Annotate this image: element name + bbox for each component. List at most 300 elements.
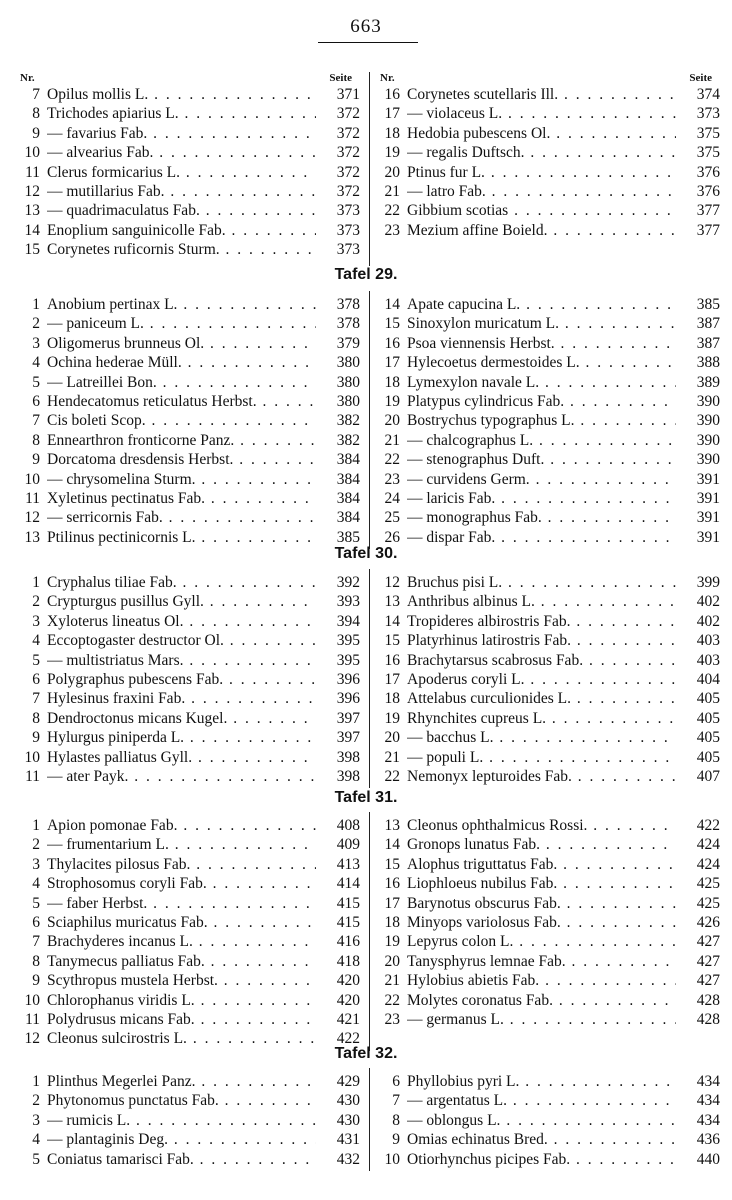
index-entry <box>18 991 360 1010</box>
seite-label: Seite <box>689 72 712 84</box>
entry-number: 14 <box>384 836 400 854</box>
index-entry <box>18 952 360 971</box>
index-entry <box>18 932 360 951</box>
species-name: Liophloeus nubilus Fab. . . . <box>407 874 676 893</box>
entry-number: 14 <box>384 296 400 313</box>
right-column <box>378 1072 720 1169</box>
left-column <box>18 816 360 1049</box>
nr-label: Nr. <box>20 72 35 84</box>
index-entry <box>378 1111 720 1130</box>
page-reference: 409 <box>320 835 360 854</box>
page-reference: 393 <box>320 592 360 611</box>
species-name: Rhynchites cupreus L. . . . <box>407 709 676 728</box>
entry-number: 15 <box>384 632 400 650</box>
entry-number: 10 <box>24 991 40 1009</box>
species-name: Polydrusus micans Fab. . . . <box>47 1010 316 1029</box>
species-name: Apion pomonae Fab. . . . <box>47 816 316 835</box>
entry-number: 6 <box>32 670 40 688</box>
column-header <box>18 72 360 85</box>
species-name: Corynetes scutellaris Ill. . . . <box>407 85 676 104</box>
entry-number: 18 <box>384 913 400 931</box>
index-entry <box>18 1111 360 1130</box>
entry-number: 20 <box>384 163 400 181</box>
entry-number: 9 <box>32 972 40 990</box>
page-reference: 425 <box>680 894 720 913</box>
page-reference: 415 <box>320 894 360 913</box>
entry-number: 15 <box>384 315 400 333</box>
species-name: — frumentarium L. . . . <box>47 835 316 854</box>
entry-number: 21 <box>384 431 400 449</box>
index-entry <box>378 689 720 708</box>
species-name: Opilus mollis L. . . . <box>47 85 316 104</box>
column-header <box>378 72 720 85</box>
species-name: Plinthus Megerlei Panz. . . . <box>47 1072 316 1091</box>
species-name: — mutillarius Fab. . . . <box>47 182 316 201</box>
species-name: Nemonyx lepturoides Fab. . . . <box>407 767 676 786</box>
species-name: Hylecoetus dermestoides L. . . . <box>407 353 676 372</box>
entry-number: 21 <box>384 748 400 766</box>
index-entry <box>378 392 720 411</box>
index-entry <box>18 612 360 631</box>
species-name: — bacchus L. . . . <box>407 728 676 747</box>
index-entry <box>378 855 720 874</box>
index-entry <box>18 894 360 913</box>
species-name: Otiorhynchus picipes Fab. . . . <box>407 1150 676 1169</box>
page-reference: 422 <box>320 1029 360 1048</box>
page-reference: 396 <box>320 670 360 689</box>
page-reference: 436 <box>680 1130 720 1149</box>
entry-number: 14 <box>384 612 400 630</box>
left-column <box>18 295 360 547</box>
index-entry <box>378 431 720 450</box>
index-entry <box>378 631 720 650</box>
page-reference: 378 <box>320 295 360 314</box>
entry-number: 7 <box>32 690 40 708</box>
index-entry <box>378 201 720 220</box>
page-reference: 426 <box>680 913 720 932</box>
page-reference: 382 <box>320 411 360 430</box>
page-reference: 431 <box>320 1130 360 1149</box>
page-reference: 372 <box>320 182 360 201</box>
species-name: — regalis Duftsch. . . . <box>407 143 676 162</box>
entry-number: 9 <box>392 1131 400 1149</box>
species-name: Clerus formicarius L. . . . <box>47 163 316 182</box>
page-reference: 388 <box>680 353 720 372</box>
entry-number: 12 <box>384 574 400 591</box>
species-name: — rumicis L. . . . <box>47 1111 316 1130</box>
page-reference: 372 <box>320 143 360 162</box>
index-entry <box>18 689 360 708</box>
page-reference: 405 <box>680 689 720 708</box>
index-entry <box>18 104 360 123</box>
species-name: Oligomerus brunneus Ol. . . . <box>47 334 316 353</box>
species-name: — argentatus L. . . . <box>407 1091 676 1110</box>
page-reference: 373 <box>680 104 720 123</box>
index-entry <box>18 670 360 689</box>
entry-number: 6 <box>32 913 40 931</box>
index-entry <box>18 221 360 240</box>
page-reference: 394 <box>320 612 360 631</box>
index-entry <box>378 932 720 951</box>
index-entry <box>378 163 720 182</box>
page-reference: 390 <box>680 392 720 411</box>
index-entry <box>378 913 720 932</box>
species-name: Ptinus fur L. . . . <box>407 163 676 182</box>
species-name: Brachyderes incanus L. . . . <box>47 932 316 951</box>
species-name: Ochina hederae Müll. . . . <box>47 353 316 372</box>
seite-label: Seite <box>329 72 352 84</box>
species-name: Tanymecus palliatus Fab. . . . <box>47 952 316 971</box>
page-reference: 440 <box>680 1150 720 1169</box>
page-reference: 395 <box>320 631 360 650</box>
index-entry <box>18 240 360 259</box>
page-reference: 414 <box>320 874 360 893</box>
entry-number: 10 <box>24 470 40 488</box>
species-name: Corynetes ruficornis Sturm. . . . <box>47 240 316 259</box>
index-entry <box>378 295 720 314</box>
species-name: — quadrimaculatus Fab. . . . <box>47 201 316 220</box>
left-column <box>18 1072 360 1169</box>
page-reference: 404 <box>680 670 720 689</box>
index-entry <box>378 816 720 835</box>
page-reference: 376 <box>680 163 720 182</box>
index-entry <box>18 728 360 747</box>
entry-number: 7 <box>32 412 40 430</box>
page-reference: 384 <box>320 470 360 489</box>
index-entry <box>378 971 720 990</box>
plate-heading: Tafel 30. <box>334 545 398 562</box>
species-name: Lymexylon navale L. . . . <box>407 373 676 392</box>
page-reference: 384 <box>320 450 360 469</box>
index-entry <box>18 314 360 333</box>
species-name: Chlorophanus viridis L. . . . <box>47 991 316 1010</box>
page-reference: 384 <box>320 489 360 508</box>
index-entry <box>18 392 360 411</box>
page-reference: 395 <box>320 651 360 670</box>
page-reference: 416 <box>320 932 360 951</box>
page-reference: 427 <box>680 952 720 971</box>
page-reference: 391 <box>680 470 720 489</box>
page-reference: 407 <box>680 767 720 786</box>
entry-number: 3 <box>32 855 40 873</box>
page-reference: 405 <box>680 748 720 767</box>
index-entry <box>18 143 360 162</box>
entry-number: 19 <box>384 709 400 727</box>
index-entry <box>378 104 720 123</box>
entry-number: 18 <box>384 690 400 708</box>
index-entry <box>18 816 360 835</box>
entry-number: 11 <box>25 489 40 507</box>
entry-number: 9 <box>32 124 40 142</box>
entry-number: 13 <box>384 817 400 834</box>
entry-number: 22 <box>384 202 400 220</box>
entry-number: 6 <box>392 1073 400 1090</box>
entry-number: 16 <box>384 86 400 103</box>
species-name: Gibbium scotias . . . <box>407 201 676 220</box>
species-name: Coniatus tamarisci Fab. . . . <box>47 1150 316 1169</box>
index-entry <box>378 894 720 913</box>
page-reference: 415 <box>320 913 360 932</box>
species-name: Anobium pertinax L. . . . <box>47 295 316 314</box>
page-reference: 376 <box>680 182 720 201</box>
species-name: — chalcographus L. . . . <box>407 431 676 450</box>
species-name: Alophus triguttatus Fab. . . . <box>407 855 676 874</box>
species-name: — alvearius Fab. . . . <box>47 143 316 162</box>
species-name: — favarius Fab. . . . <box>47 124 316 143</box>
page-reference: 374 <box>680 85 720 104</box>
species-name: Cleonus sulcirostris L. . . . <box>47 1029 316 1048</box>
page-reference: 422 <box>680 816 720 835</box>
species-name: Hedobia pubescens Ol. . . . <box>407 124 676 143</box>
index-entry <box>378 592 720 611</box>
index-entry <box>18 508 360 527</box>
species-name: Tanysphyrus lemnae Fab. . . . <box>407 952 676 971</box>
species-name: Attelabus curculionides L. . . . <box>407 689 676 708</box>
entry-number: 19 <box>384 933 400 951</box>
page-reference: 372 <box>320 163 360 182</box>
index-entry <box>378 124 720 143</box>
page-reference: 397 <box>320 709 360 728</box>
page-reference: 434 <box>680 1091 720 1110</box>
page-reference: 424 <box>680 855 720 874</box>
index-entry <box>18 470 360 489</box>
species-name: — ater Payk. . . . <box>47 767 316 786</box>
entry-number: 23 <box>384 470 400 488</box>
entry-number: 8 <box>32 105 40 123</box>
entry-number: 8 <box>32 952 40 970</box>
page-reference: 405 <box>680 709 720 728</box>
species-name: Polygraphus pubescens Fab. . . . <box>47 670 316 689</box>
index-entry <box>18 450 360 469</box>
page-reference: 385 <box>320 528 360 547</box>
entry-number: 10 <box>24 144 40 162</box>
page-reference: 402 <box>680 592 720 611</box>
species-name: Apoderus coryli L. . . . <box>407 670 676 689</box>
entry-number: 13 <box>384 593 400 611</box>
index-entry <box>18 709 360 728</box>
entry-number: 7 <box>32 933 40 951</box>
page-reference: 387 <box>680 314 720 333</box>
index-entry <box>378 1150 720 1169</box>
species-name: Sciaphilus muricatus Fab. . . . <box>47 913 316 932</box>
species-name: Phyllobius pyri L. . . . <box>407 1072 676 1091</box>
species-name: Trichodes apiarius L. . . . <box>47 104 316 123</box>
page-reference: 385 <box>680 295 720 314</box>
nr-label: Nr. <box>380 72 395 84</box>
species-name: Hylesinus fraxini Fab. . . . <box>47 689 316 708</box>
page-reference: 428 <box>680 1010 720 1029</box>
index-entry <box>378 612 720 631</box>
entry-number: 2 <box>32 593 40 611</box>
species-name: Phytonomus punctatus Fab. . . . <box>47 1091 316 1110</box>
entry-number: 2 <box>32 1092 40 1110</box>
entry-number: 23 <box>384 1010 400 1028</box>
species-name: Bostrychus typographus L. . . . <box>407 411 676 430</box>
species-name: — oblongus L. . . . <box>407 1111 676 1130</box>
index-entry <box>378 411 720 430</box>
page-reference: 391 <box>680 508 720 527</box>
left-column <box>18 72 360 260</box>
page-reference: 372 <box>320 124 360 143</box>
entry-number: 7 <box>32 86 40 103</box>
species-name: Bruchus pisi L. . . . <box>407 573 676 592</box>
index-entry <box>18 295 360 314</box>
page-reference: 387 <box>680 334 720 353</box>
page-reference: 384 <box>320 508 360 527</box>
species-name: Gronops lunatus Fab. . . . <box>407 835 676 854</box>
species-name: Platyrhinus latirostris Fab. . . . <box>407 631 676 650</box>
index-entry <box>378 728 720 747</box>
species-name: — laricis Fab. . . . <box>407 489 676 508</box>
index-entry <box>18 1091 360 1110</box>
species-name: Cryphalus tiliae Fab. . . . <box>47 573 316 592</box>
page-reference: 380 <box>320 373 360 392</box>
page-reference: 396 <box>320 689 360 708</box>
page-reference: 424 <box>680 835 720 854</box>
index-entry <box>18 1010 360 1029</box>
page-reference: 392 <box>320 573 360 592</box>
species-name: Mezium affine Boield. . . . <box>407 221 676 240</box>
entry-number: 7 <box>392 1092 400 1110</box>
entry-number: 4 <box>32 632 40 650</box>
entry-number: 4 <box>32 354 40 372</box>
page-reference: 380 <box>320 353 360 372</box>
page-reference: 377 <box>680 221 720 240</box>
page-reference: 379 <box>320 334 360 353</box>
species-name: Anthribus albinus L. . . . <box>407 592 676 611</box>
species-name: Hylurgus piniperda L. . . . <box>47 728 316 747</box>
index-entry <box>18 431 360 450</box>
column-divider <box>369 72 370 266</box>
species-name: — curvidens Germ. . . . <box>407 470 676 489</box>
entry-number: 11 <box>25 163 40 181</box>
index-entry <box>18 573 360 592</box>
index-entry <box>378 874 720 893</box>
entry-number: 9 <box>32 729 40 747</box>
species-name: Dendroctonus micans Kugel. . . . <box>47 709 316 728</box>
index-entry <box>378 670 720 689</box>
species-name: Enoplium sanguinicolle Fab. . . . <box>47 221 316 240</box>
species-name: — chrysomelina Sturm. . . . <box>47 470 316 489</box>
page-reference: 380 <box>320 392 360 411</box>
entry-number: 12 <box>24 182 40 200</box>
species-name: Ptilinus pectinicornis L. . . . <box>47 528 316 547</box>
index-entry <box>378 952 720 971</box>
page-reference: 375 <box>680 124 720 143</box>
page-reference: 403 <box>680 651 720 670</box>
index-entry <box>378 314 720 333</box>
index-entry <box>18 1150 360 1169</box>
entry-number: 5 <box>32 373 40 391</box>
entry-number: 8 <box>32 709 40 727</box>
species-name: Eccoptogaster destructor Ol. . . . <box>47 631 316 650</box>
entry-number: 13 <box>24 202 40 220</box>
index-entry <box>378 85 720 104</box>
entry-number: 11 <box>25 767 40 785</box>
index-entry <box>18 163 360 182</box>
entry-number: 1 <box>32 817 40 834</box>
index-entry <box>18 489 360 508</box>
entry-number: 2 <box>32 836 40 854</box>
species-name: Hendecatomus reticulatus Herbst. . . . <box>47 392 316 411</box>
column-divider <box>369 291 370 549</box>
entry-number: 25 <box>384 509 400 527</box>
entry-number: 2 <box>32 315 40 333</box>
entry-number: 17 <box>384 105 400 123</box>
page-reference: 372 <box>320 104 360 123</box>
species-name: — plantaginis Deg. . . . <box>47 1130 316 1149</box>
page-reference: 434 <box>680 1111 720 1130</box>
index-entry <box>18 835 360 854</box>
index-entry <box>378 1091 720 1110</box>
index-entry <box>378 182 720 201</box>
page-reference: 390 <box>680 431 720 450</box>
species-name: Dorcatoma dresdensis Herbst. . . . <box>47 450 316 469</box>
index-entry <box>378 1010 720 1029</box>
entry-number: 17 <box>384 670 400 688</box>
species-name: Hylobius abietis Fab. . . . <box>407 971 676 990</box>
index-entry <box>378 450 720 469</box>
page-reference: 405 <box>680 728 720 747</box>
entry-number: 5 <box>32 651 40 669</box>
entry-number: 10 <box>24 748 40 766</box>
left-column <box>18 573 360 786</box>
page-reference: 420 <box>320 991 360 1010</box>
species-name: Brachytarsus scabrosus Fab. . . . <box>407 651 676 670</box>
column-divider <box>369 569 370 788</box>
index-entry <box>378 373 720 392</box>
index-entry <box>18 124 360 143</box>
index-entry <box>18 201 360 220</box>
index-entry <box>378 573 720 592</box>
index-entry <box>18 353 360 372</box>
page-reference: 390 <box>680 450 720 469</box>
index-entry <box>378 470 720 489</box>
right-column <box>378 573 720 786</box>
page-reference: 429 <box>320 1072 360 1091</box>
page-reference: 378 <box>320 314 360 333</box>
index-entry <box>378 489 720 508</box>
species-name: Ennearthron fronticorne Panz. . . . <box>47 431 316 450</box>
page-reference: 427 <box>680 932 720 951</box>
species-name: Omias echinatus Bred. . . . <box>407 1130 676 1149</box>
species-name: — Latreillei Bon. . . . <box>47 373 316 392</box>
index-entry <box>378 651 720 670</box>
page-reference: 398 <box>320 748 360 767</box>
entry-number: 5 <box>32 894 40 912</box>
entry-number: 20 <box>384 952 400 970</box>
page-reference: 391 <box>680 489 720 508</box>
entry-number: 21 <box>384 972 400 990</box>
index-entry <box>378 508 720 527</box>
right-column <box>378 72 720 240</box>
species-name: Apate capucina L. . . . <box>407 295 676 314</box>
index-entry <box>378 748 720 767</box>
index-entry <box>18 1130 360 1149</box>
entry-number: 16 <box>384 334 400 352</box>
entry-number: 3 <box>32 334 40 352</box>
species-name: Sinoxylon muricatum L. . . . <box>407 314 676 333</box>
index-entry <box>18 874 360 893</box>
species-name: Lepyrus colon L. . . . <box>407 932 676 951</box>
entry-number: 23 <box>384 221 400 239</box>
entry-number: 17 <box>384 354 400 372</box>
index-entry <box>378 709 720 728</box>
species-name: Thylacites pilosus Fab. . . . <box>47 855 316 874</box>
page-reference: 375 <box>680 143 720 162</box>
entry-number: 24 <box>384 489 400 507</box>
page-reference: 397 <box>320 728 360 747</box>
